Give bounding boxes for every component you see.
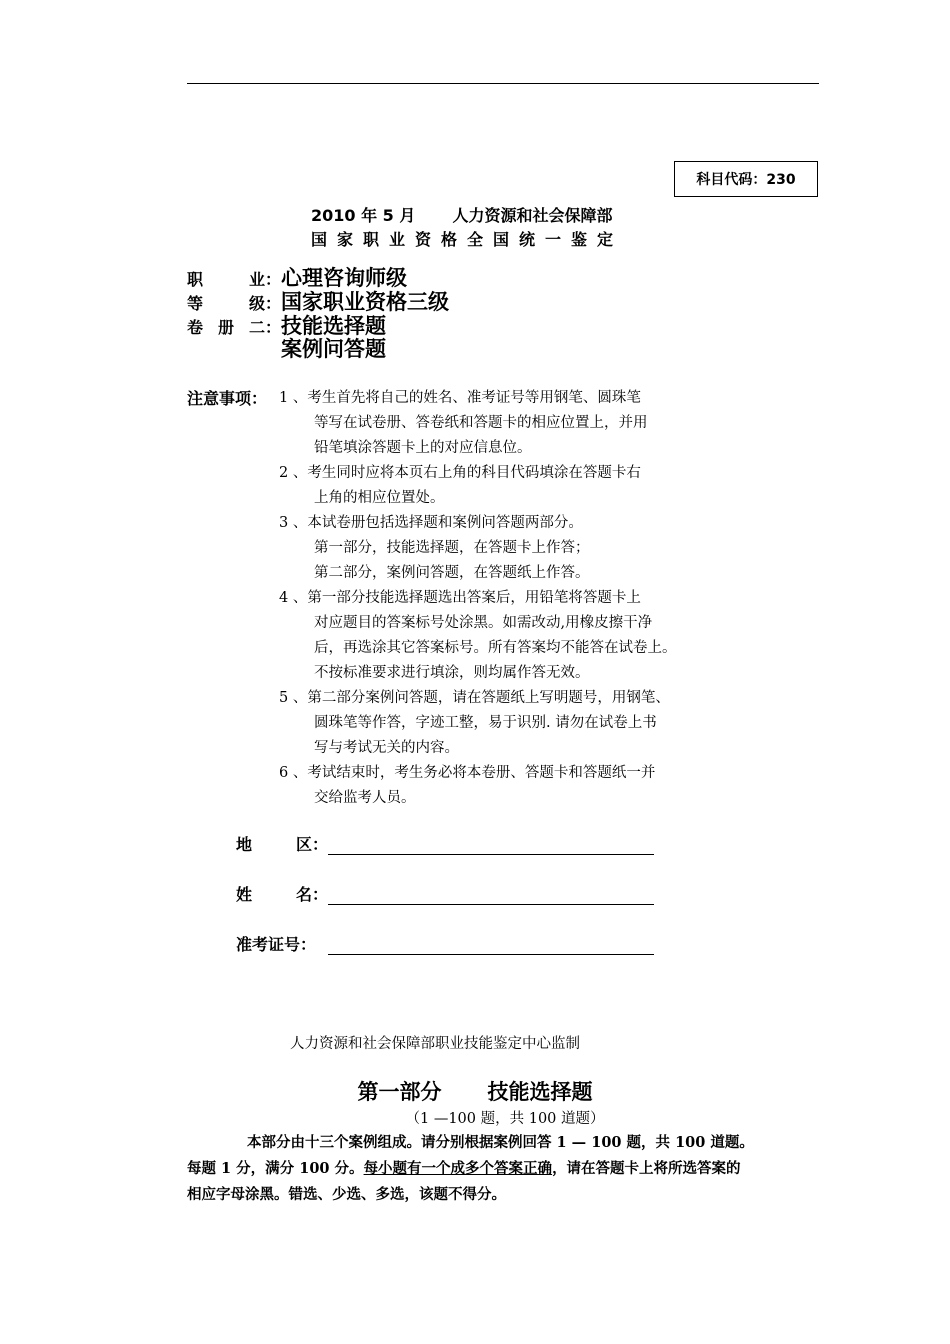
name-label: 姓 名：: [236, 885, 328, 904]
occupation-label: 职 业：: [187, 270, 281, 289]
ministry-name: 人力资源和社会保障部: [452, 206, 613, 225]
notice-line: 1 、考生首先将自己的姓名、准考证号等用钢笔、圆珠笔: [279, 390, 641, 406]
subject-code-box: [674, 161, 818, 197]
notice-line: 4 、第一部分技能选择题选出答案后，用铅笔将答题卡上: [279, 590, 641, 606]
notice-line: 3 、本试卷册包括选择题和案例问答题两部分。: [279, 515, 583, 531]
header-line-2: 国家职业资格全国统一鉴定: [311, 230, 624, 249]
region-field[interactable]: [236, 832, 654, 855]
occupation-value: 心理咨询师级: [281, 266, 407, 290]
notice-line: 后，再选涂其它答案标号。所有答案均不能答在试卷上。: [314, 640, 677, 656]
level-label: 等 级：: [187, 294, 281, 313]
notice-line: 写与考试无关的内容。: [314, 740, 459, 756]
ticket-label: 准考证号：: [236, 935, 317, 954]
region-input-line[interactable]: [328, 836, 654, 855]
name-input-line[interactable]: [328, 886, 654, 905]
section-intro-line-2: 每题 1 分，满分 100 分。每小题有一个成多个答案正确，请在答题卡上将所选答案的: [187, 1160, 741, 1177]
notice-line: 上角的相应位置处。: [314, 490, 445, 506]
section-intro-line-1: 本部分由十三个案例组成。请分别根据案例回答 1 — 100 题，共 100 道题。: [247, 1134, 754, 1151]
notice-line: 第二部分，案例问答题，在答题纸上作答。: [314, 565, 590, 581]
notice-line: 圆珠笔等作答，字迹工整，易于识别. 请勿在试卷上书: [314, 715, 657, 731]
section-title: [0, 1076, 950, 1106]
header-rule: [187, 83, 819, 84]
header-line-1: [311, 203, 613, 226]
notice-line: 对应题目的答案标号处涂黑。如需改动,用橡皮擦干净: [314, 615, 653, 631]
ticket-field[interactable]: [236, 932, 654, 955]
ticket-input-line[interactable]: [328, 936, 654, 955]
notice-line: 铅笔填涂答题卡上的对应信息位。: [314, 440, 532, 456]
section-subtitle: （1 —100 题，共 100 道题）: [405, 1111, 605, 1127]
volume-label: 卷 册 二：: [187, 318, 281, 337]
subject-code: 科目代码：230: [696, 172, 796, 188]
notice-line: 6 、考试结束时，考生务必将本卷册、答题卡和答题纸一并: [279, 765, 656, 781]
notice-line: 5 、第二部分案例问答题，请在答题纸上写明题号，用钢笔、: [279, 690, 670, 706]
underlined-rule: 每小题有一个成多个答案正确: [363, 1160, 553, 1177]
section-intro-line-3: 相应字母涂黑。错选、少选、多选，该题不得分。: [187, 1186, 506, 1203]
issuer-footer: 人力资源和社会保障部职业技能鉴定中心监制: [290, 1036, 580, 1052]
notice-line: 交给监考人员。: [314, 790, 416, 806]
notice-line: 不按标准要求进行填涂，则均属作答无效。: [314, 665, 590, 681]
notice-line: 等写在试卷册、答卷纸和答题卡的相应位置上，并用: [314, 415, 648, 431]
notice-line: 2 、考生同时应将本页右上角的科目代码填涂在答题卡右: [279, 465, 641, 481]
section-part: 第一部分: [357, 1080, 442, 1104]
exam-date: 2010 年 5 月: [311, 206, 416, 225]
region-label: 地 区：: [236, 835, 328, 854]
notice-label: 注意事项：: [187, 389, 268, 408]
section-name: 技能选择题: [487, 1080, 593, 1104]
level-value: 国家职业资格三级: [281, 290, 449, 314]
name-field[interactable]: [236, 882, 654, 905]
notice-line: 第一部分，技能选择题，在答题卡上作答；: [314, 540, 590, 556]
volume-value-1: 技能选择题: [281, 314, 386, 338]
volume-value-2: 案例问答题: [281, 337, 386, 361]
